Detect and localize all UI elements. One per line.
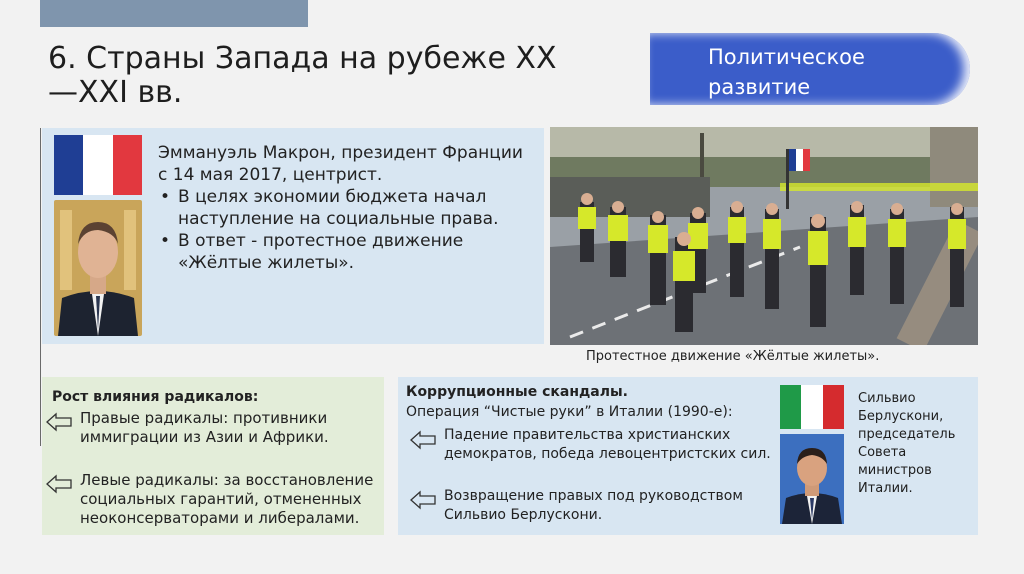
italy-flag-icon [780,385,844,429]
divider-line [40,128,41,446]
left-radicals-text: Левые радикалы: за восстановление социальных гарантий, отмененных неоконсерваторами и либералами. [80,471,374,527]
right-radicals-text: Правые радикалы: противники иммиграции из Азии и Африки. [80,409,329,446]
berlusconi-portrait [780,434,844,524]
radicals-heading: Рост влияния радикалов: [52,389,259,405]
macron-intro: Эммануэль Макрон, президент Франции с 14 мая 2017, центрист. [158,143,523,185]
protest-photo [550,127,978,345]
left-arrow-icon [410,490,436,510]
photo-caption: Протестное движение «Жёлтые жилеты». [586,349,880,364]
france-flag-icon [54,135,142,195]
berlusconi-caption: Сильвио Берлускони, председатель Совета министров Италии. [858,391,956,496]
left-arrow-icon [46,412,72,432]
macron-description [158,142,528,274]
corruption-item-2: Возвращение правых под руководством Сильвио Берлускони. [444,488,743,523]
slide-title: 6. Страны Запада на рубеже XX—XXI вв. [48,41,557,110]
corruption-item-1: Падение правительства христианских демократов, победа левоцентристских сил. [444,427,771,462]
macron-bullet-1: • В целях экономии бюджета начал наступление на социальные права. [178,186,528,230]
header-accent-bar [40,0,308,27]
operation-text: Операция “Чистые руки” в Италии (1990-е): [406,404,733,420]
macron-bullet-2: • В ответ - протестное движение «Жёлтые жилеты». [178,230,528,274]
macron-bullet-list [158,186,528,274]
left-arrow-icon [46,474,72,494]
corruption-heading: Коррупционные скандалы. [406,384,628,400]
left-arrow-icon [410,430,436,450]
section-title: Политическое развитие [708,45,865,99]
macron-portrait [54,200,142,336]
